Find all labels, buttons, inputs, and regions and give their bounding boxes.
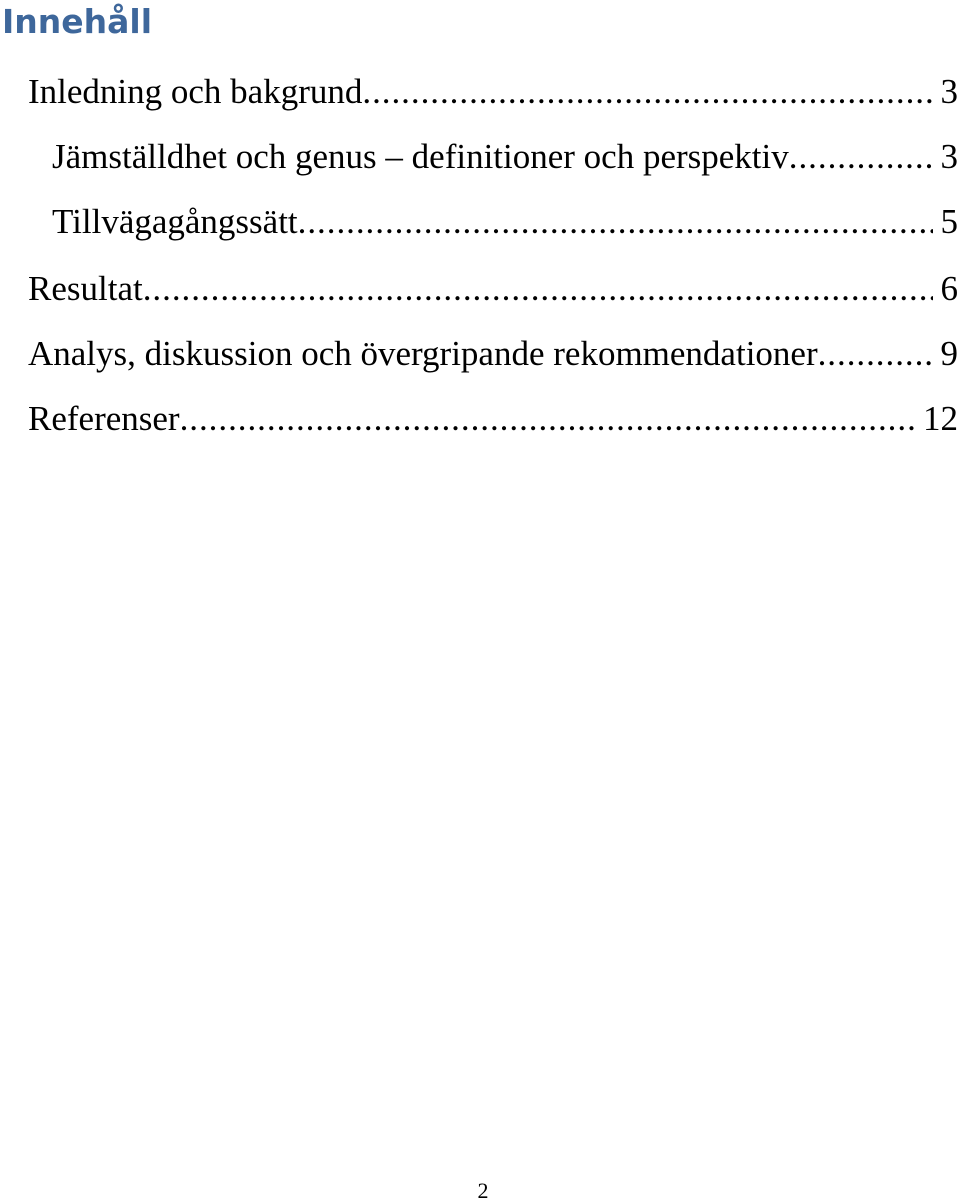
toc-entry-tillvagagangssatt[interactable] — [52, 199, 958, 245]
page-number: 2 — [477, 1178, 489, 1203]
toc-entry-page: 3 — [940, 72, 958, 111]
toc-dot-leader — [789, 134, 933, 180]
toc-dot-leader — [362, 69, 932, 115]
toc-entry-jamstalldhet[interactable] — [52, 134, 958, 180]
toc-entry-page: 5 — [940, 202, 958, 241]
toc-entry-analys[interactable] — [28, 331, 958, 377]
toc-entry-label: Tillvägagångssätt — [52, 202, 298, 241]
toc-entry-resultat[interactable] — [28, 266, 958, 312]
toc-entry-page: 6 — [940, 269, 958, 308]
toc-entry-label: Referenser — [28, 399, 180, 438]
toc-dot-leader — [818, 331, 933, 377]
toc-entry-label: Inledning och bakgrund — [28, 72, 363, 111]
toc-heading: Innehåll — [2, 2, 153, 41]
toc-dot-leader — [143, 266, 933, 312]
toc-entry-label: Resultat — [28, 269, 143, 308]
toc-entry-label: Analys, diskussion och övergripande rekommendationer — [28, 334, 818, 373]
toc-entry-label: Jämställdhet och genus – definitioner och perspektiv — [52, 137, 789, 176]
toc-entry-inledning[interactable] — [28, 69, 958, 115]
toc-entry-page: 3 — [940, 137, 958, 176]
toc-entry-page: 9 — [940, 334, 958, 373]
toc-dot-leader — [298, 199, 933, 245]
toc-entry-page: 12 — [923, 399, 958, 438]
toc-entry-referenser[interactable] — [28, 396, 958, 442]
toc-dot-leader — [180, 396, 915, 442]
